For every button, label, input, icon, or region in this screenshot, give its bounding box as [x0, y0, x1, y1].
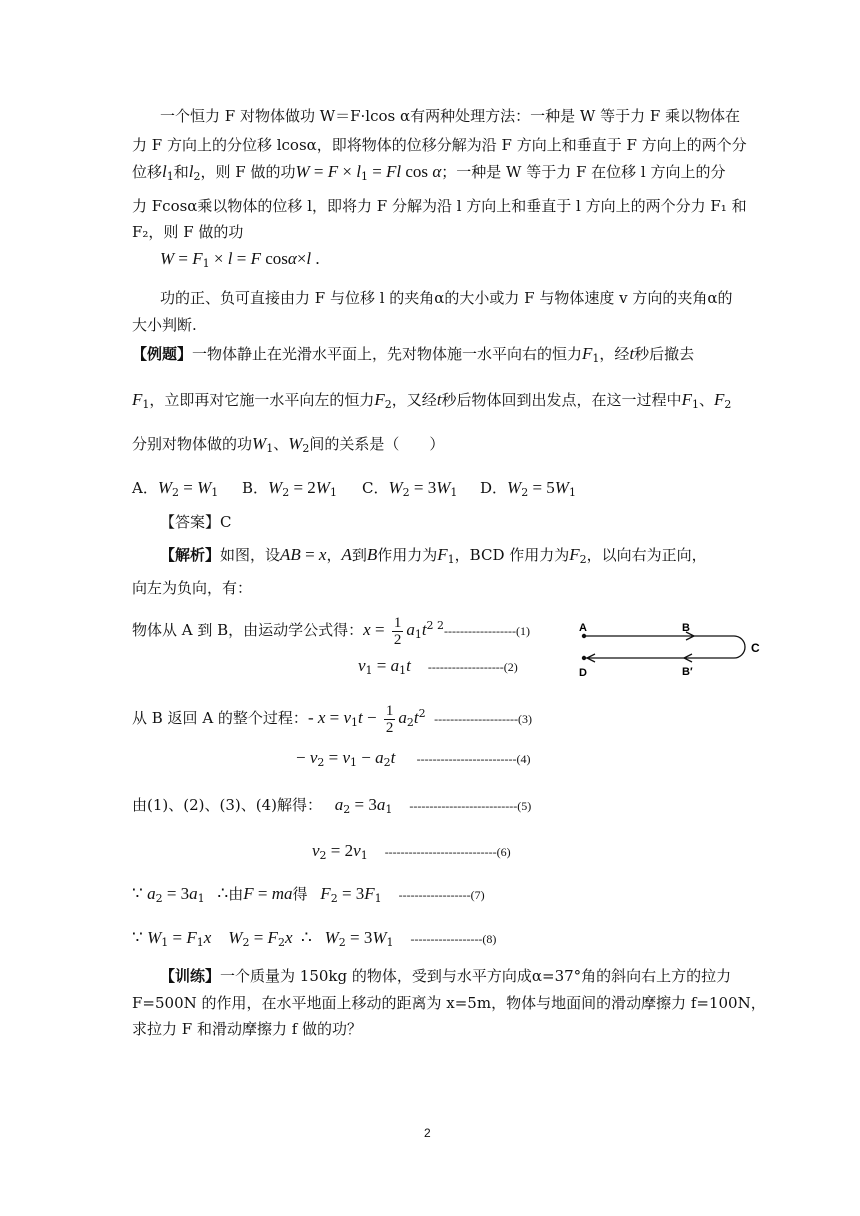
- motion-diagram: [574, 616, 774, 686]
- example-line1: 【例题】一物体静止在光滑水平面上，先对物体施一水平向右的恒力$F_1$，经t秒后撤去: [132, 344, 695, 365]
- training-line1: 【训练】一个质量为 150kg 的物体，受到与水平方向成α=37°角的斜向右上方的拉力: [160, 967, 732, 985]
- analysis-line2: 向左为负向，有：: [132, 579, 253, 597]
- example-line3: 分别对物体做的功$W_1$、$W_2$间的关系是（ ）: [132, 434, 445, 455]
- para2-line2: 大小判断.: [132, 316, 197, 334]
- equation-2: $v_1 = a_1t$ -------------------(2): [358, 656, 518, 677]
- para1-line2: 力 F 方向上的分位移 lcosα，即将物体的位移分解为沿 F 方向上和垂直于 F 方向上的两个分: [132, 136, 747, 154]
- option-b: B．$W_2 = 2W_1$: [242, 478, 337, 499]
- para1-line3: 位移$l_1$和$l_2$，则 F 做的功$W = F \times l_1 = Fl$ cos α；一种是 W 等于力 F 在位移 l 方向上的分: [132, 162, 726, 183]
- answer-text: 【答案】C: [160, 513, 232, 531]
- para1-line1: 一个恒力 F 对物体做功 W＝F·lcos α有两种处理方法：一种是 W 等于力 F 乘以物体在: [160, 107, 741, 125]
- example-line2: $F_1$，立即再对它施一水平向左的恒力$F_2$，又经t秒后物体回到出发点，在这一过程中$F_1$、$F_2$: [132, 390, 732, 411]
- label-c: C: [751, 641, 760, 655]
- training-line3: 求拉力 F 和滑动摩擦力 f 做的功？: [132, 1020, 363, 1038]
- para1-line5: F₂，则 F 做的功: [132, 223, 244, 241]
- work-formula: $W = F_1 \times l = F$ cosα×l .: [160, 249, 320, 270]
- analysis-line1: 【解析】如图，设AB = x，A到B作用力为$F_1$，BCD 作用力为$F_2$，以向右为正向，: [160, 545, 707, 566]
- point-a: [582, 634, 586, 638]
- label-a: A: [579, 622, 587, 634]
- equation-3: 从 B 返回 A 的整个过程：- $x = v_1t$ − $\frac{1}{2}$ $a_2t^2$ ---------------------(3): [132, 702, 533, 736]
- equation-4: − $v_2 = v_1 - a_2t$ -------------------------(4): [296, 748, 531, 769]
- turnaround-arc-c: [734, 636, 745, 658]
- training-line2: F=500N 的作用，在水平地面上移动的距离为 x=5m，物体与地面间的滑动摩擦力 f=100N，: [132, 994, 766, 1012]
- page-number: 2: [424, 1126, 431, 1140]
- para1-line4: 力 Fcosα乘以物体的位移 l，即将力 F 分解为沿 l 方向上和垂直于 l 方向上的两个分力 F₁ 和: [132, 197, 747, 215]
- option-a: A．$W_2 = W_1$: [132, 478, 219, 499]
- equation-1: 物体从 A 到 B，由运动学公式得：x = $\frac{1}{2}$ $a_1t^{2 2}------------------(1)$: [132, 614, 530, 648]
- equation-6: $v_2 = 2v_1$ ----------------------------(6): [312, 841, 511, 862]
- equation-5: 由(1)、(2)、(3)、(4)解得： $a_2 = 3a_1$ ---------------------------(5): [132, 795, 532, 816]
- point-d: [582, 656, 586, 660]
- label-b-prime: B′: [682, 666, 693, 678]
- label-d: D: [579, 667, 587, 679]
- option-c: C．$W_2 = 3W_1$: [362, 478, 458, 499]
- equation-7: ∵ $a_2 = 3a_1$ ∴由F = ma得 $F_2 = 3F_1$ ------------------(7): [132, 884, 485, 905]
- label-b: B: [682, 622, 690, 634]
- para2-line1: 功的正、负可直接由力 F 与位移 l 的夹角α的大小或力 F 与物体速度 v 方向的夹角α的: [160, 289, 733, 307]
- equation-8: ∵ $W_1 = F_1x$ $W_2 = F_2x$ ∴ $W_2 = 3W_1$ ------------------(8): [132, 928, 497, 949]
- option-d: D．$W_2 = 5W_1$: [480, 478, 576, 499]
